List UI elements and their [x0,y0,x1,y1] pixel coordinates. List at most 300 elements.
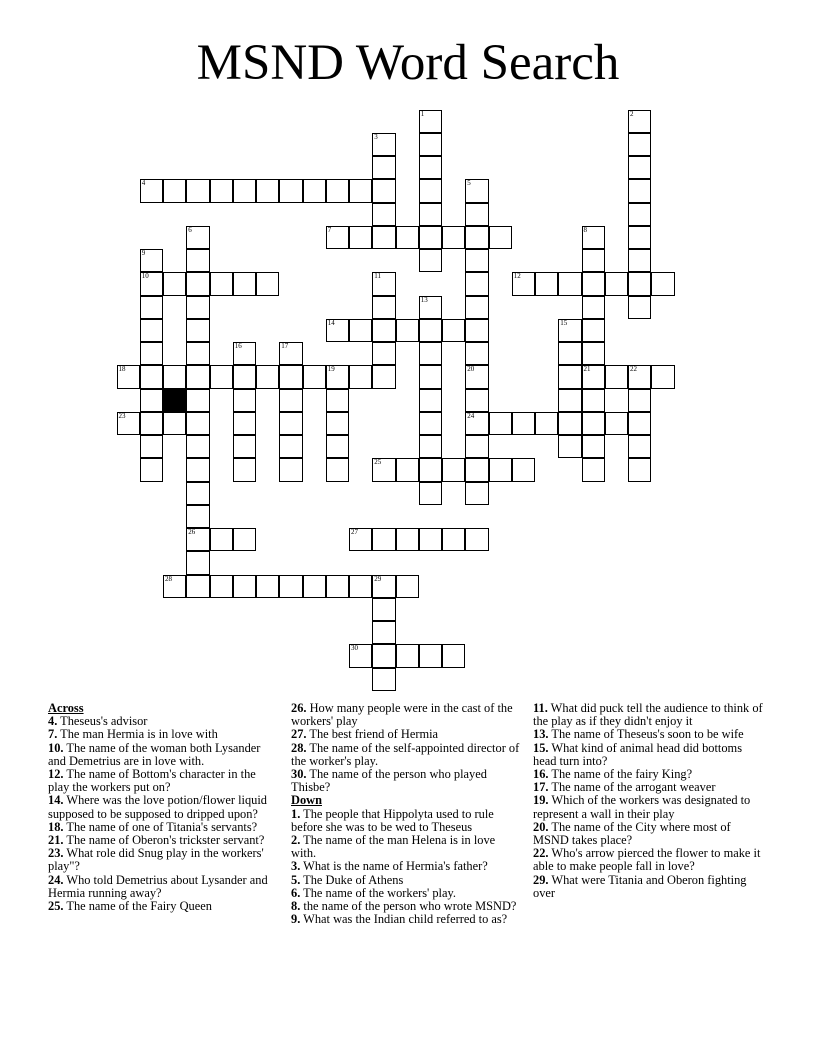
clue-number: 5 [467,179,471,188]
clue-num: 10. [48,740,64,755]
grid-cell[interactable] [233,528,256,551]
grid-cell[interactable] [279,365,302,388]
grid-cell[interactable] [628,110,651,133]
grid-cell[interactable] [512,412,535,435]
grid-cell[interactable] [117,412,140,435]
grid-cell[interactable] [419,644,442,667]
grid-cell[interactable] [279,458,302,481]
clue-number: 12 [513,272,521,281]
clue-text: How many people were in the cast of the workers' play [291,701,513,729]
clue-item [48,768,280,794]
clue-num: 11. [533,701,548,715]
grid-cell[interactable] [442,319,465,342]
grid-cell[interactable] [396,528,419,551]
grid-cell[interactable] [233,179,256,202]
grid-cell[interactable] [512,458,535,481]
clue-text: What kind of animal head did bottoms head turn into? [533,740,743,768]
grid-cell[interactable] [628,458,651,481]
clue-item [291,742,523,768]
grid-cell[interactable] [303,179,326,202]
clue-text: The name of Theseus's soon to be wife [548,727,744,742]
grid-cell[interactable] [558,272,581,295]
grid-cell[interactable] [372,319,395,342]
grid-cell[interactable] [163,412,186,435]
grid-cell[interactable] [186,528,209,551]
clue-number: 6 [188,225,192,234]
clue-num: 12. [48,767,64,782]
clue-num: 22. [533,846,549,861]
clue-num: 24. [48,872,64,887]
grid-cell[interactable] [326,435,349,458]
grid-cell[interactable] [465,342,488,365]
clue-num: 3. [291,859,301,874]
clue-num: 25. [48,899,64,914]
clue-item [291,768,523,794]
grid-cell[interactable] [349,365,372,388]
grid-cell[interactable] [303,365,326,388]
grid-cell[interactable] [419,156,442,179]
clue-text: The people that Hippolyta used to rule before she was to be wed to Theseus [291,806,494,834]
clue-item [291,702,523,728]
clue-section-heading: Down [291,793,322,808]
clue-number: 10 [141,272,149,281]
clues-column-2 [291,702,523,926]
page-title: MSND Word Search [196,35,620,91]
grid-cell[interactable] [628,365,651,388]
grid-cell[interactable] [163,365,186,388]
clue-number: 22 [630,365,637,374]
grid-cell[interactable] [582,412,605,435]
grid-cell[interactable] [140,389,163,412]
grid-cell[interactable] [372,621,395,644]
clue-text: The name of Bottom's character in the play the workers put on? [48,767,256,795]
clue-num: 23. [48,846,64,861]
grid-cell[interactable] [233,272,256,295]
clue-item [533,794,765,820]
grid-cell[interactable] [186,389,209,412]
grid-cell[interactable] [396,644,419,667]
grid-cell[interactable] [651,272,674,295]
grid-cell[interactable] [140,435,163,458]
grid-cell[interactable] [465,389,488,412]
grid-cell[interactable] [256,365,279,388]
grid-cell[interactable] [465,528,488,551]
clue-item [48,847,280,873]
grid-cell[interactable] [349,179,372,202]
grid-cell[interactable] [419,412,442,435]
grid-cell[interactable] [582,296,605,319]
grid-cell[interactable] [582,389,605,412]
clue-item [48,874,280,900]
grid-cell[interactable] [605,365,628,388]
grid-cell[interactable] [233,342,256,365]
clue-item [533,821,765,847]
grid-cell[interactable] [233,389,256,412]
clue-num: 26. [291,701,307,715]
grid-cell[interactable] [140,319,163,342]
grid-cell[interactable] [465,296,488,319]
grid-cell[interactable] [465,482,488,505]
clue-num: 29. [533,872,549,887]
clue-number: 29 [374,574,382,583]
grid-cell[interactable] [628,389,651,412]
grid-cell[interactable] [163,575,186,598]
grid-cell[interactable] [582,226,605,249]
grid-cell[interactable] [233,412,256,435]
clue-text: The name of the man Helena is in love with. [291,833,496,861]
grid-cell[interactable] [465,272,488,295]
grid-cell[interactable] [140,365,163,388]
grid-cell[interactable] [372,156,395,179]
grid-cell[interactable] [186,342,209,365]
clue-number: 16 [234,342,242,350]
clue-num: 13. [533,727,549,742]
grid-cell[interactable] [140,342,163,365]
grid-cell[interactable] [419,342,442,365]
grid-cell[interactable] [349,528,372,551]
grid-cell[interactable] [489,226,512,249]
grid-cell[interactable] [582,435,605,458]
clue-number: 23 [118,411,126,420]
grid-cell[interactable] [419,249,442,272]
clue-item [533,874,765,900]
clue-item [291,913,523,926]
clue-num: 18. [48,819,64,834]
grid-cell[interactable] [419,319,442,342]
grid-cell[interactable] [140,458,163,481]
grid-cell[interactable] [582,319,605,342]
clue-text: The name of the Fairy Queen [63,899,212,914]
grid-cell[interactable] [582,342,605,365]
grid-cell[interactable] [582,458,605,481]
clue-text: The best friend of Hermia [306,727,439,742]
clue-number: 2 [630,109,634,118]
grid-cell[interactable] [140,296,163,319]
clue-num: 15. [533,740,549,755]
black-square [163,389,186,412]
clue-text: What were Titania and Oberon fighting over [533,872,747,900]
clue-number: 13 [420,295,428,304]
grid-cell[interactable] [349,575,372,598]
clue-num: 17. [533,780,549,795]
clue-number: 30 [351,644,358,653]
grid-cell[interactable] [396,226,419,249]
grid-cell[interactable] [233,435,256,458]
grid-cell[interactable] [535,272,558,295]
grid-cell[interactable] [535,412,558,435]
clue-number: 1 [420,109,425,118]
grid-cell[interactable] [163,179,186,202]
clue-num: 8. [291,899,301,914]
clue-text: Theseus's advisor [57,714,148,729]
grid-cell[interactable] [210,365,233,388]
clue-number: 19 [327,365,335,374]
grid-cell[interactable] [628,179,651,202]
grid-cell[interactable] [140,179,163,202]
grid-cell[interactable] [419,365,442,388]
grid-cell[interactable] [186,249,209,272]
clue-text: the name of the person who wrote MSND? [300,899,517,914]
clue-number: 9 [141,249,146,257]
clue-number: 21 [583,365,591,374]
clue-text: What did puck tell the audience to think of the play as if they didn't enjoy it [533,701,763,729]
grid-cell[interactable] [186,226,209,249]
grid-cell[interactable] [442,528,465,551]
grid-cell[interactable] [558,435,581,458]
grid-cell[interactable] [326,389,349,412]
grid-cell[interactable] [442,226,465,249]
grid-cell[interactable] [210,272,233,295]
clue-num: 9. [291,912,301,927]
clue-item [291,808,523,834]
grid-cell[interactable] [489,412,512,435]
grid-cell[interactable] [419,226,442,249]
clue-num: 2. [291,833,301,848]
grid-cell[interactable] [465,435,488,458]
clue-num: 28. [291,740,307,755]
grid-cell[interactable] [186,551,209,574]
grid-cell[interactable] [628,435,651,458]
grid-cell[interactable] [419,435,442,458]
clue-text: The name of the arrogant weaver [548,780,716,795]
grid-cell[interactable] [465,203,488,226]
grid-cell[interactable] [372,272,395,295]
grid-cell[interactable] [140,412,163,435]
grid-cell[interactable] [326,226,349,249]
clue-number: 17 [281,342,289,350]
clue-num: 30. [291,767,307,782]
grid-cell[interactable] [326,179,349,202]
grid-cell[interactable] [186,575,209,598]
grid-cell[interactable] [396,319,419,342]
grid-cell[interactable] [372,179,395,202]
grid-cell[interactable] [279,389,302,412]
grid-cell[interactable] [233,575,256,598]
clue-number: 26 [188,528,196,536]
grid-cell[interactable] [628,203,651,226]
grid-cell[interactable] [279,342,302,365]
grid-cell[interactable] [582,272,605,295]
grid-cell[interactable] [117,365,140,388]
grid-cell[interactable] [628,249,651,272]
clue-number: 27 [351,528,358,536]
grid-cell[interactable] [186,179,209,202]
clue-item [533,742,765,768]
grid-cell[interactable] [256,575,279,598]
grid-cell[interactable] [558,365,581,388]
clue-text: The name of one of Titania's servants? [63,819,258,834]
grid-cell[interactable] [349,226,372,249]
clue-number: 25 [374,458,382,467]
clues-column-1 [48,702,280,913]
grid-cell[interactable] [349,644,372,667]
grid-cell[interactable] [186,319,209,342]
grid-cell[interactable] [512,272,535,295]
grid-cell[interactable] [442,458,465,481]
grid-cell[interactable] [396,575,419,598]
grid-cell[interactable] [419,528,442,551]
grid-cell[interactable] [558,412,581,435]
grid-cell[interactable] [233,458,256,481]
grid-cell[interactable] [186,365,209,388]
grid-cell[interactable] [372,668,395,691]
grid-cell[interactable] [419,179,442,202]
clue-number: 7 [327,225,332,234]
grid-cell[interactable] [233,365,256,388]
grid-cell[interactable] [163,272,186,295]
grid-cell[interactable] [372,575,395,598]
grid-cell[interactable] [372,203,395,226]
grid-cell[interactable] [279,575,302,598]
clue-text: Who told Demetrius about Lysander and Hermia running away? [48,872,268,900]
clue-item [291,834,523,860]
grid-cell[interactable] [558,342,581,365]
grid-cell[interactable] [442,644,465,667]
grid-cell[interactable] [186,412,209,435]
clue-text: What was the Indian child referred to as? [300,912,508,927]
clue-number: 8 [583,225,587,234]
grid-cell[interactable] [372,458,395,481]
grid-cell[interactable] [628,156,651,179]
grid-cell[interactable] [628,272,651,295]
grid-cell[interactable] [465,365,488,388]
clue-num: 4. [48,714,58,729]
grid-cell[interactable] [372,133,395,156]
grid-cell[interactable] [419,133,442,156]
clue-number: 24 [467,411,475,420]
grid-cell[interactable] [210,528,233,551]
grid-cell[interactable] [465,412,488,435]
clue-text: What role did Snug play in the workers' play"? [48,846,264,874]
grid-cell[interactable] [582,249,605,272]
grid-cell[interactable] [326,458,349,481]
clue-number: 14 [327,318,335,327]
grid-cell[interactable] [372,598,395,621]
grid-cell[interactable] [605,412,628,435]
clue-num: 5. [291,872,301,887]
grid-cell[interactable] [419,389,442,412]
clue-num: 1. [291,806,301,821]
clue-text: The name of the woman both Lysander and Demetrius are in love with. [48,740,261,768]
clue-num: 27. [291,727,307,742]
clue-section-heading: Across [48,701,84,715]
grid-cell[interactable] [140,272,163,295]
clue-num: 21. [48,833,64,848]
grid-cell[interactable] [303,575,326,598]
grid-cell[interactable] [465,458,488,481]
clue-text: Where was the love potion/flower liquid supposed to be supposed to dripped upon? [48,793,267,821]
clue-number: 11 [374,272,381,281]
grid-cell[interactable] [605,272,628,295]
grid-cell[interactable] [186,505,209,528]
clue-item [48,742,280,768]
grid-cell[interactable] [582,365,605,388]
grid-cell[interactable] [396,458,419,481]
grid-cell[interactable] [279,412,302,435]
clue-num: 19. [533,793,549,808]
clue-text: The name of the self-appointed director of the worker's play. [291,740,520,768]
grid-cell[interactable] [372,296,395,319]
grid-cell[interactable] [372,528,395,551]
clue-number: 18 [118,365,126,374]
clue-num: 16. [533,767,549,782]
grid-cell[interactable] [628,226,651,249]
clue-text: The Duke of Athens [300,872,404,887]
clue-number: 4 [141,179,146,188]
grid-cell[interactable] [186,296,209,319]
grid-cell[interactable] [465,226,488,249]
grid-cell[interactable] [210,575,233,598]
grid-cell[interactable] [372,365,395,388]
grid-cell[interactable] [372,226,395,249]
clue-text: Which of the workers was designated to represent a wall in their play [533,793,751,821]
clue-num: 6. [291,885,301,900]
grid-cell[interactable] [419,482,442,505]
clue-text: What is the name of Hermia's father? [300,859,488,874]
grid-cell[interactable] [186,482,209,505]
grid-cell[interactable] [279,435,302,458]
grid-cell[interactable] [419,110,442,133]
grid-cell[interactable] [140,249,163,272]
clue-text: The name of the City where most of MSND takes place? [533,819,731,848]
grid-cell[interactable] [210,179,233,202]
grid-cell[interactable] [279,179,302,202]
grid-cell[interactable] [326,319,349,342]
grid-cell[interactable] [558,319,581,342]
grid-cell[interactable] [465,249,488,272]
clue-number: 15 [560,318,568,327]
grid-cell[interactable] [186,435,209,458]
grid-cell[interactable] [372,644,395,667]
grid-cell[interactable] [419,458,442,481]
grid-cell[interactable] [349,319,372,342]
clue-num: 20. [533,819,549,834]
clue-num: 14. [48,793,64,808]
grid-cell[interactable] [628,412,651,435]
grid-cell[interactable] [256,272,279,295]
clue-text: Who's arrow pierced the flower to make it able to make people fall in love? [533,846,761,874]
clue-text: The name of Oberon's trickster servant? [63,833,265,848]
grid-cell[interactable] [256,179,279,202]
grid-cell[interactable] [651,365,674,388]
clue-item [48,900,280,913]
grid-cell[interactable] [465,319,488,342]
clue-text: The name of the person who played Thisbe? [291,767,487,795]
grid-cell[interactable] [489,458,512,481]
grid-cell[interactable] [372,342,395,365]
clue-text: The man Hermia is in love with [57,727,218,742]
grid-cell[interactable] [326,575,349,598]
clues-column-3 [533,702,765,900]
grid-cell[interactable] [419,203,442,226]
grid-cell[interactable] [326,365,349,388]
grid-cell[interactable] [628,133,651,156]
clue-number: 28 [165,574,172,583]
grid-cell[interactable] [186,272,209,295]
clue-text: The name of the fairy King? [548,767,693,782]
grid-cell[interactable] [419,296,442,319]
grid-cell[interactable] [628,296,651,319]
clue-number: 20 [467,365,475,374]
clue-text: The name of the workers' play. [300,885,456,900]
grid-cell[interactable] [186,458,209,481]
grid-cell[interactable] [465,179,488,202]
grid-cell[interactable] [326,412,349,435]
clue-item [533,702,765,728]
grid-cell[interactable] [558,389,581,412]
clue-num: 7. [48,727,58,742]
clue-item [48,794,280,820]
